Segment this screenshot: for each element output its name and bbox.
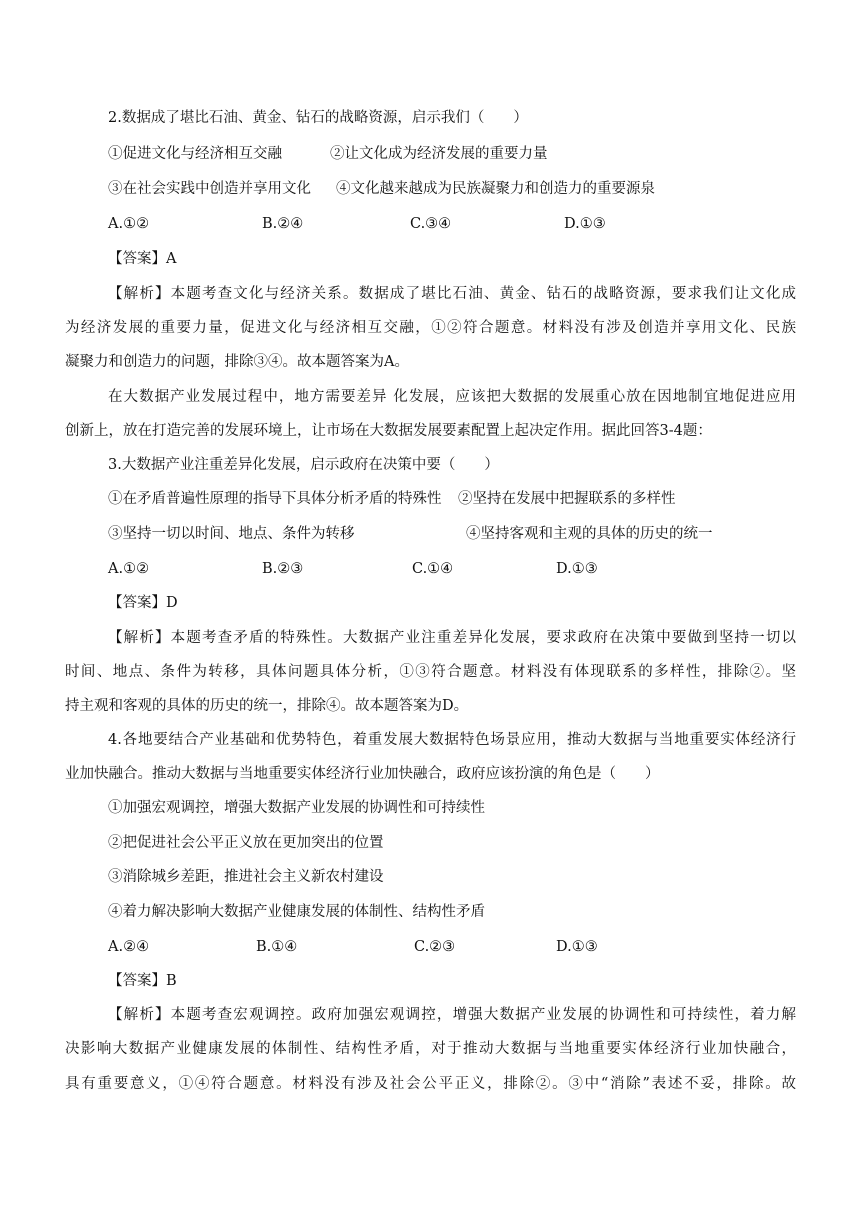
q3-option-3: ③坚持一切以时间、地点、条件为转移 [108, 526, 355, 542]
q4-option-3: ③消除城乡差距，推进社会主义新农村建设 [108, 869, 384, 885]
q3-stem: 3.大数据产业注重差异化发展，启示政府在决策中要（ ） [108, 457, 499, 473]
q2-option-3: ③在社会实践中创造并享用文化 [108, 181, 311, 197]
q2-choice-a: A.①② [108, 216, 150, 232]
q4-stem-line: 4.各地要结合产业基础和优势特色，着重发展大数据特色场景应用，推动大数据与当地重要实体经济行 [108, 732, 796, 748]
q3-answer: 【答案】D [108, 595, 178, 611]
q3-option-4: ④坚持客观和主观的具体的历史的统一 [466, 526, 713, 542]
material-paragraph-line: 创新上，放在打造完善的发展环境上，让市场在大数据发展要素配置上起决定作用。据此回答3-4题： [65, 423, 712, 439]
q4-stem-line: 业加快融合。推动大数据与当地重要实体经济行业加快融合，政府应该扮演的角色是（ ） [65, 766, 660, 782]
q2-option-4: ④文化越来越成为民族凝聚力和创造力的重要源泉 [336, 181, 655, 197]
q4-choice-a: A.②④ [108, 939, 150, 955]
q4-option-4: ④着力解决影响大数据产业健康发展的体制性、结构性矛盾 [108, 904, 485, 920]
q3-analysis-line: 时间、地点、条件为转移，具体问题具体分析，①③符合题意。材料没有体现联系的多样性，排除②。坚 [65, 664, 796, 680]
q2-option-1: ①促进文化与经济相互交融 [108, 146, 282, 162]
q4-choice-b: B.①④ [256, 939, 298, 955]
q4-answer: 【答案】B [108, 973, 177, 989]
q2-stem: 2.数据成了堪比石油、黄金、钻石的战略资源，启示我们（ ） [108, 110, 528, 126]
q4-choice-d: D.①③ [556, 939, 598, 955]
q4-option-1: ①加强宏观调控，增强大数据产业发展的协调性和可持续性 [108, 800, 485, 816]
q3-analysis-line: 【解析】本题考查矛盾的特殊性。大数据产业注重差异化发展，要求政府在决策中要做到坚持一切以 [108, 630, 796, 646]
q3-choice-c: C.①④ [412, 561, 454, 577]
q2-choice-b: B.②④ [262, 216, 304, 232]
q3-choice-a: A.①② [108, 561, 150, 577]
q4-analysis-line: 决影响大数据产业健康发展的体制性、结构性矛盾，对于推动大数据与当地重要实体经济行业加快融合， [65, 1041, 796, 1057]
q4-analysis-line: 具有重要意义，①④符合题意。材料没有涉及社会公平正义，排除②。③中“消除”表述不妥，排除。故 [65, 1076, 796, 1092]
q3-choice-b: B.②③ [262, 561, 304, 577]
q3-option-1: ①在矛盾普遍性原理的指导下具体分析矛盾的特殊性 [108, 491, 442, 507]
q3-option-2: ②坚持在发展中把握联系的多样性 [458, 491, 676, 507]
material-paragraph-line: 在大数据产业发展过程中，地方需要差异 化发展，应该把大数据的发展重心放在因地制宜地促进应用 [108, 389, 796, 405]
q4-analysis-line: 【解析】本题考查宏观调控。政府加强宏观调控，增强大数据产业发展的协调性和可持续性，着力解 [108, 1007, 796, 1023]
q2-answer: 【答案】A [108, 251, 177, 267]
q4-choice-c: C.②③ [414, 939, 456, 955]
q2-analysis-line: 为经济发展的重要力量，促进文化与经济相互交融，①②符合题意。材料没有涉及创造并享用文化、民族 [65, 320, 796, 336]
q3-choice-d: D.①③ [556, 561, 598, 577]
q2-choice-d: D.①③ [564, 216, 606, 232]
q2-option-2: ②让文化成为经济发展的重要力量 [330, 146, 548, 162]
q4-option-2: ②把促进社会公平正义放在更加突出的位置 [108, 835, 384, 851]
q2-analysis-line: 【解析】本题考查文化与经济关系。数据成了堪比石油、黄金、钻石的战略资源，要求我们让文化成 [108, 286, 796, 302]
q2-choice-c: C.③④ [410, 216, 452, 232]
q2-analysis-line: 凝聚力和创造力的问题，排除③④。故本题答案为A。 [65, 354, 409, 370]
q3-analysis-line: 持主观和客观的具体的历史的统一，排除④。故本题答案为D。 [65, 698, 469, 714]
